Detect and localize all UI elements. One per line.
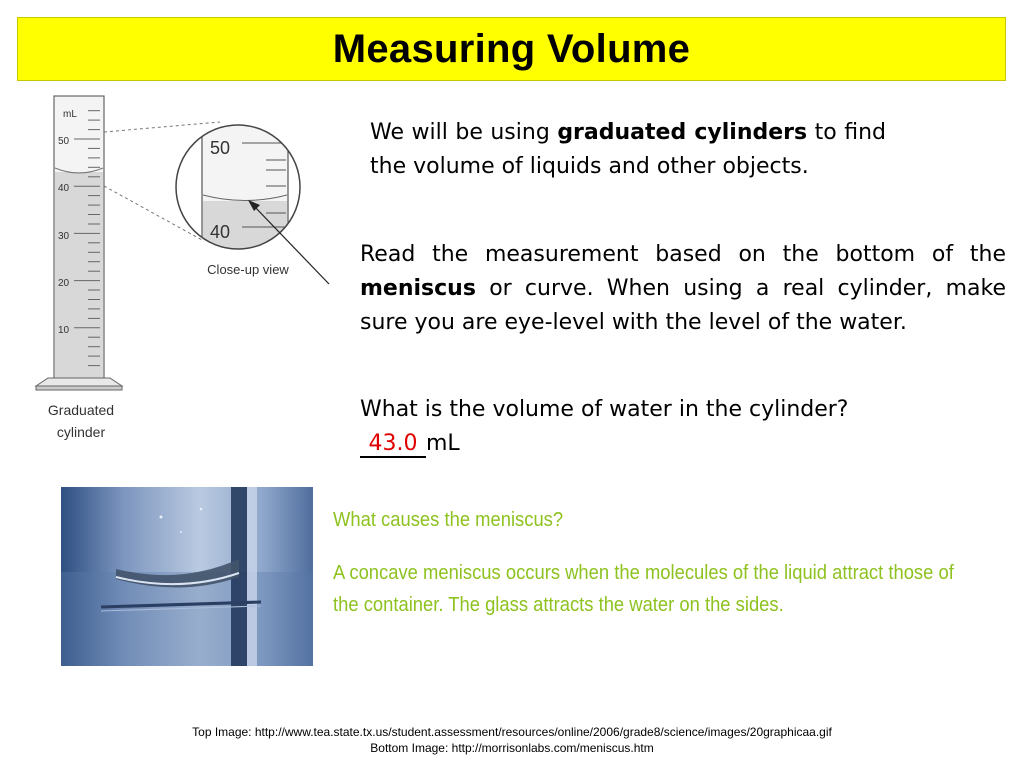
scale-label: 30 [58,231,70,242]
cylinder-caption: cylinder [56,424,106,440]
slide-title: Measuring Volume [332,26,691,71]
intro-paragraph [370,116,886,184]
credit-bottom-image: Bottom Image: http://morrisonlabs.com/meniscus.htm [370,741,654,755]
meniscus-explanation: A concave meniscus occurs when the molecules of the liquid attract those of the container. The glass attracts the water on the sides. [333,562,954,616]
answer-blank: 43.0 [360,432,426,458]
intro-bold-term: graduated cylinders [557,120,808,145]
meniscus-question-heading: What causes the meniscus? [333,509,564,531]
closeup-caption: Close-up view [207,262,289,277]
instructions-text-rest: or curve. When using a real cylinder, make sure you are eye-level with the level of the water. [360,276,1006,335]
scale-label: 10 [58,325,70,336]
instructions-text: Read the measurement based on the bottom of the [360,242,1006,267]
question-text: What is the volume of water in the cylinder? [360,397,849,422]
callout-line [104,122,220,132]
cylinder-foot [36,386,122,390]
answer-unit: mL [426,431,460,456]
meniscus-photo [61,487,313,666]
cylinder-base [36,378,122,386]
image-credits [0,724,1024,756]
meniscus-bold-term: meniscus [360,276,476,301]
credit-top-image: Top Image: http://www.tea.state.tx.us/student.assessment/resources/online/2006/grade8/science/images/20graphicaa.gif [192,725,832,739]
volume-question [360,393,1006,461]
intro-text: We will be using [370,120,558,145]
closeup-label: 50 [210,138,231,158]
graduated-cylinder-figure [30,88,330,448]
scale-label: 40 [58,183,70,194]
cylinder-caption: Graduated [47,402,115,418]
closeup-lens [170,118,310,261]
scale-label: 20 [58,278,70,289]
meniscus-instructions [360,238,1006,340]
scale-label: 50 [58,136,70,147]
title-bar [17,17,1006,81]
intro-text-rest: to find the volume of liquids and other objects. [370,120,886,179]
closeup-label: 40 [210,222,231,242]
unit-label: mL [63,109,77,120]
